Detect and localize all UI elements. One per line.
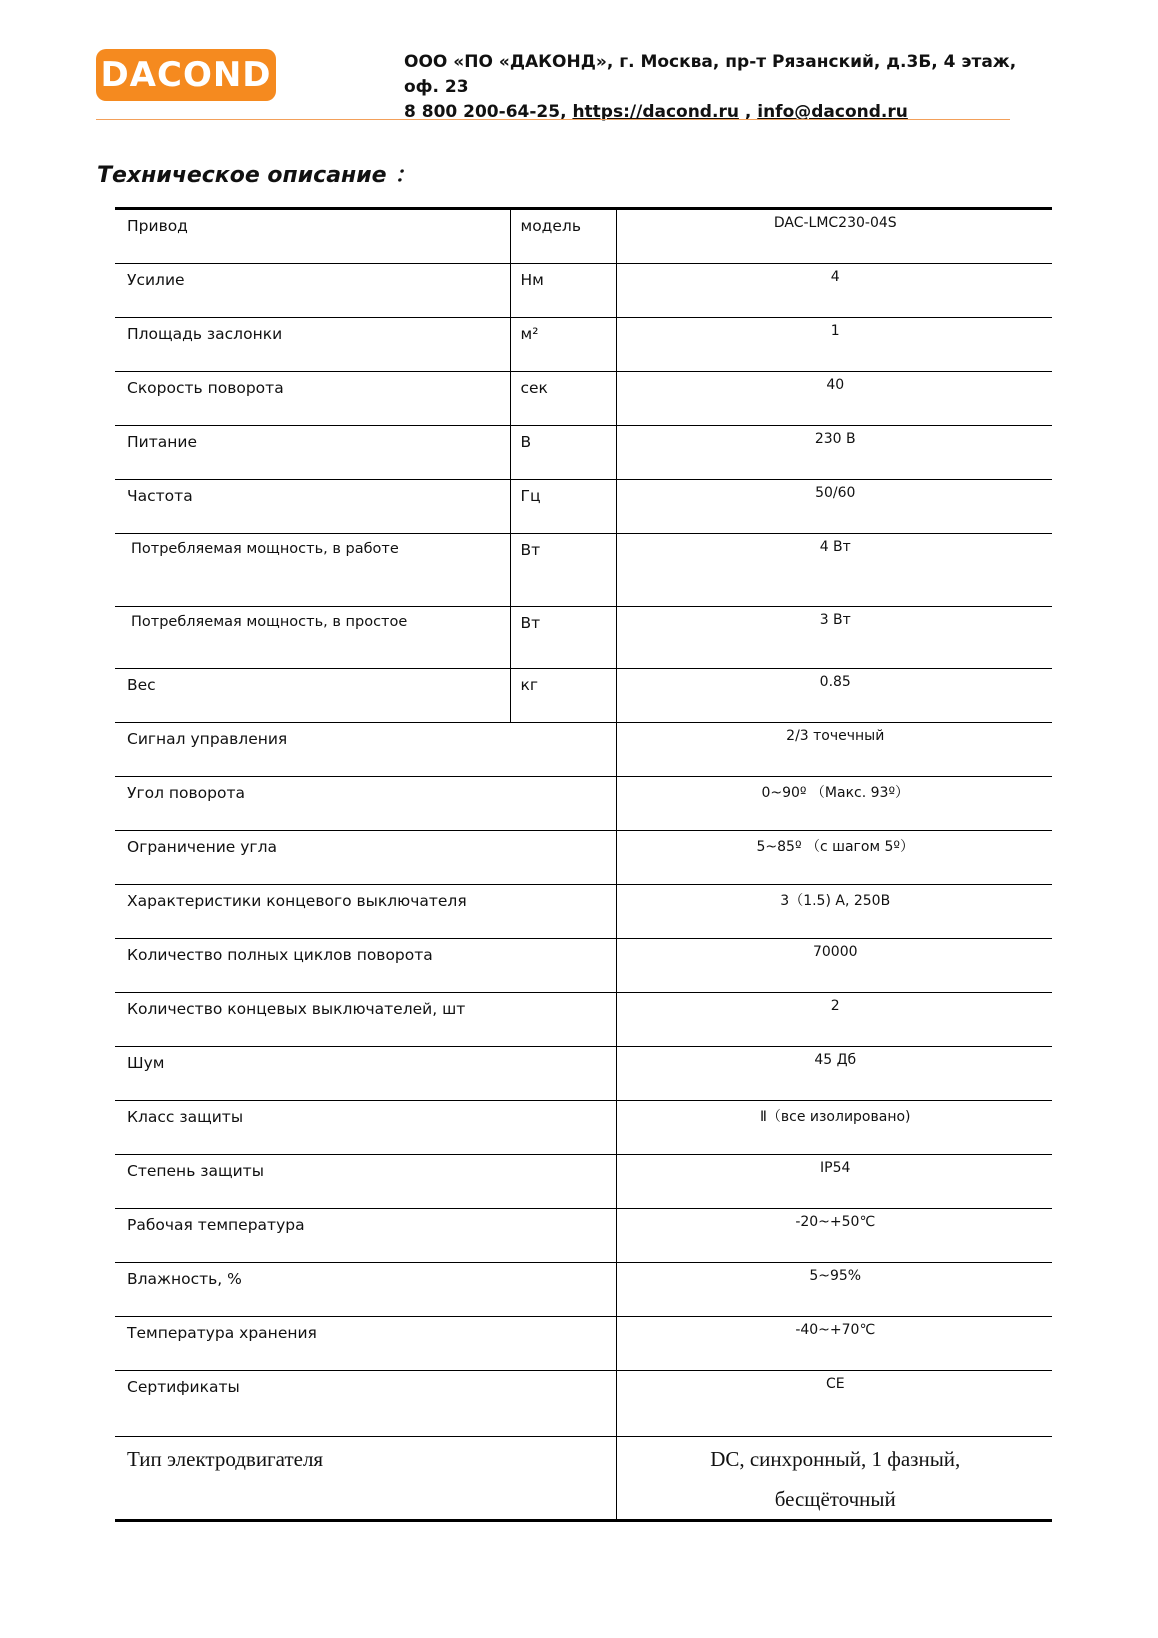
- spec-label: Сертификаты: [115, 1371, 616, 1437]
- page-title: Техническое описание ：: [97, 163, 417, 188]
- spec-value: 2/3 точечный: [616, 723, 1052, 777]
- spec-label: Сигнал управления: [115, 723, 616, 777]
- spec-label: Шум: [115, 1047, 616, 1101]
- spec-label: Скорость поворота: [115, 372, 510, 426]
- spec-value: 2: [616, 993, 1052, 1047]
- table-row: [115, 1371, 1052, 1437]
- spec-label: Количество полных циклов поворота: [115, 939, 616, 993]
- spec-value: 50/60: [616, 480, 1052, 534]
- spec-label: Угол поворота: [115, 777, 616, 831]
- spec-value: 40: [616, 372, 1052, 426]
- spec-value: 45 Дб: [616, 1047, 1052, 1101]
- spec-label: Вес: [115, 669, 510, 723]
- spec-unit: Вт: [510, 607, 616, 669]
- spec-label: Влажность, %: [115, 1263, 616, 1317]
- spec-table: [115, 207, 1052, 1522]
- spec-label: Питание: [115, 426, 510, 480]
- spec-value: 0.85: [616, 669, 1052, 723]
- spec-label: Класс защиты: [115, 1101, 616, 1155]
- spec-unit: кг: [510, 669, 616, 723]
- table-row: [115, 777, 1052, 831]
- spec-unit: м²: [510, 318, 616, 372]
- spec-label: Площадь заслонки: [115, 318, 510, 372]
- spec-value: 4 Вт: [616, 534, 1052, 607]
- spec-label: Количество концевых выключателей, шт: [115, 993, 616, 1047]
- spec-value: 1: [616, 318, 1052, 372]
- table-row: [115, 209, 1052, 264]
- spec-value: 3（1.5) A, 250В: [616, 885, 1052, 939]
- spec-value: IP54: [616, 1155, 1052, 1209]
- spec-value: -40~+70℃: [616, 1317, 1052, 1371]
- table-row: [115, 723, 1052, 777]
- table-row: [115, 1209, 1052, 1263]
- spec-value: 70000: [616, 939, 1052, 993]
- contact-separator: ,: [744, 102, 752, 122]
- spec-label: Частота: [115, 480, 510, 534]
- spec-label: Характеристики концевого выключателя: [115, 885, 616, 939]
- spec-value: 230 В: [616, 426, 1052, 480]
- table-row: [115, 534, 1052, 607]
- spec-value: [616, 1437, 1052, 1521]
- spec-value-line: DC, синхронный, 1 фазный,: [710, 1447, 961, 1471]
- table-row: [115, 669, 1052, 723]
- table-row: [115, 318, 1052, 372]
- spec-label: Рабочая температура: [115, 1209, 616, 1263]
- email-link[interactable]: info@dacond.ru: [757, 102, 908, 122]
- spec-unit: сек: [510, 372, 616, 426]
- spec-value: DAC-LMC230-04S: [616, 209, 1052, 264]
- spec-value: -20~+50℃: [616, 1209, 1052, 1263]
- phone-number: 8 800 200-64-25,: [404, 102, 567, 122]
- spec-unit: Вт: [510, 534, 616, 607]
- table-row: [115, 264, 1052, 318]
- spec-value: 5~85º （с шагом 5º）: [616, 831, 1052, 885]
- spec-unit: В: [510, 426, 616, 480]
- spec-value: Ⅱ（все изолировано): [616, 1101, 1052, 1155]
- table-row: [115, 831, 1052, 885]
- table-row: [115, 1155, 1052, 1209]
- table-row: [115, 1317, 1052, 1371]
- spec-unit: Нм: [510, 264, 616, 318]
- table-row: [115, 372, 1052, 426]
- spec-label: Тип электродвигателя: [115, 1437, 616, 1521]
- table-row: [115, 885, 1052, 939]
- table-row: [115, 1263, 1052, 1317]
- spec-value: 3 Вт: [616, 607, 1052, 669]
- table-row: [115, 1101, 1052, 1155]
- website-link[interactable]: https://dacond.ru: [572, 102, 739, 122]
- spec-label: Потребляемая мощность, в работе: [115, 534, 510, 607]
- header-divider: [96, 119, 1010, 120]
- contact-line: [404, 100, 1044, 125]
- company-contact-block: [404, 50, 1044, 125]
- company-address: ООО «ПО «ДАКОНД», г. Москва, пр-т Рязанский, д.3Б, 4 этаж, оф. 23: [404, 52, 1017, 97]
- table-row: [115, 993, 1052, 1047]
- spec-unit: модель: [510, 209, 616, 264]
- spec-value: 4: [616, 264, 1052, 318]
- spec-label: Потребляемая мощность, в простое: [115, 607, 510, 669]
- spec-unit: Гц: [510, 480, 616, 534]
- spec-value-line: бесщёточный: [774, 1487, 896, 1511]
- table-row: [115, 1437, 1052, 1521]
- table-row: [115, 480, 1052, 534]
- spec-label: Усилие: [115, 264, 510, 318]
- spec-value: CE: [616, 1371, 1052, 1437]
- table-row: [115, 1047, 1052, 1101]
- dacond-logo: [96, 49, 276, 101]
- table-row: [115, 939, 1052, 993]
- spec-label: Ограничение угла: [115, 831, 616, 885]
- spec-label: Привод: [115, 209, 510, 264]
- spec-label: Степень защиты: [115, 1155, 616, 1209]
- spec-value: 5~95%: [616, 1263, 1052, 1317]
- table-row: [115, 426, 1052, 480]
- table-row: [115, 607, 1052, 669]
- spec-label: Температура хранения: [115, 1317, 616, 1371]
- spec-value: 0~90º （Макс. 93º）: [616, 777, 1052, 831]
- logo-text: DACOND: [100, 55, 272, 95]
